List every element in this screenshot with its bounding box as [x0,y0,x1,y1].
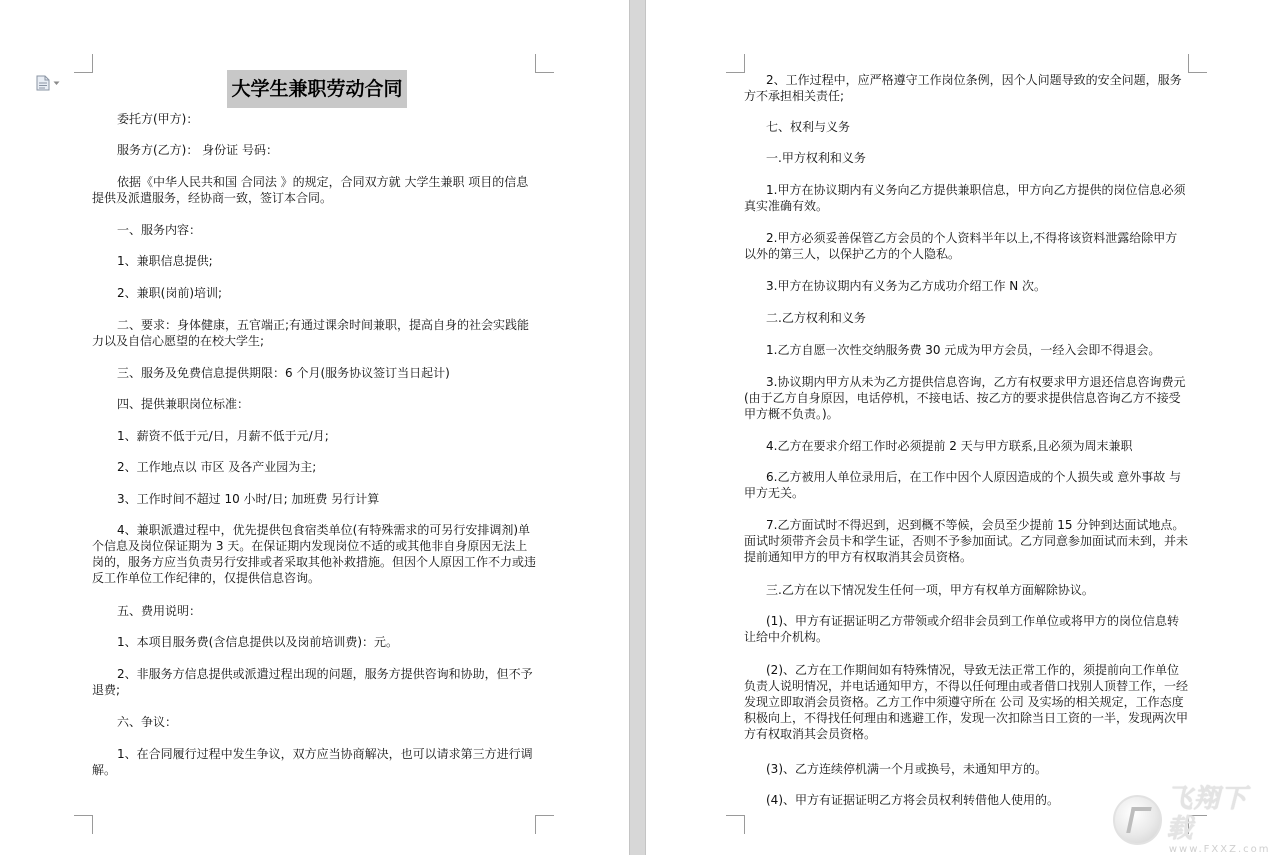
paragraph[interactable]: 4、兼职派遣过程中，优先提供包食宿类单位(有特殊需求的可另行安排调剂)单个信息及岗位保证期为 3 天。在保证期内发现岗位不适的或其他非自身原因无法上岗的，服务方应当负责另行安排或者采取其他补救措施。但因个人原因工作不力或违反工作单位工作纪律的，仅提供信息咨询。 [92,523,537,585]
paragraph[interactable]: 1.乙方自愿一次性交纳服务费 30 元成为甲方会员，一经入会即不得退会。 [766,343,1161,357]
crop-mark-top-right [535,54,554,73]
crop-mark-top-right [1188,54,1207,73]
paragraph[interactable]: 1.甲方在协议期内有义务向乙方提供兼职信息，甲方向乙方提供的岗位信息必须真实准确有效。 [744,183,1186,213]
paragraph[interactable]: (2)、乙方在工作期间如有特殊情况，导致无法正常工作的，须提前向工作单位负责人说明情况，并电话通知甲方，不得以任何理由或者借口找别人顶替工作，一经发现立即取消会员资格。乙方工作中须遵守所在 公司 及实场的相关规定，工作态度积极向上，不得找任何理由和逃避工作，发现一次扣除当日工资的一半，发现两次甲方有权取消其会员资格。 [744,663,1189,741]
document-menu-button[interactable] [36,75,60,91]
paragraph[interactable]: 三.乙方在以下情况发生任何一项，甲方有权单方面解除协议。 [766,583,1094,597]
paragraph[interactable]: 五、费用说明： [117,604,202,618]
page-gutter [629,0,646,855]
paragraph[interactable]: 1、薪资不低于元/日，月薪不低于元/月; [117,429,329,443]
paragraph[interactable]: 3.甲方在协议期内有义务为乙方成功介绍工作 N 次。 [766,279,1047,293]
paragraph[interactable]: 三、服务及免费信息提供期限：6 个月(服务协议签订当日起计) [117,366,450,380]
document-title[interactable]: 大学生兼职劳动合同 [227,70,407,108]
paragraph[interactable]: 2、工作过程中，应严格遵守工作岗位条例，因个人问题导致的安全问题，服务方不承担相关责任; [744,73,1182,103]
paragraph[interactable]: 依据《中华人民共和国 合同法 》的规定，合同双方就 大学生兼职 项目的信息提供及派遣服务，经协商一致，签订本合同。 [92,175,529,205]
paragraph[interactable]: 6.乙方被用人单位录用后，在工作中因个人原因造成的个人损失或 意外事故 与甲方无关。 [744,470,1182,500]
paragraph[interactable]: 3.协议期内甲方从未为乙方提供信息咨询，乙方有权要求甲方退还信息咨询费元(由于乙方自身原因，电话停机，不接电话、按乙方的要求提供信息咨询乙方不接受甲方概不负责。)。 [744,375,1186,421]
watermark-url: www.FXXZ.com [1168,844,1271,855]
paragraph[interactable]: (4)、甲方有证据证明乙方将会员权利转借他人使用的。 [766,793,1060,807]
paragraph[interactable]: 1、在合同履行过程中发生争议，双方应当协商解决，也可以请求第三方进行调解。 [92,747,533,777]
paragraph[interactable]: 1、兼职信息提供; [117,254,213,268]
site-watermark [1113,784,1273,855]
paragraph[interactable]: 2.甲方必须妥善保管乙方会员的个人资料半年以上,不得将该资料泄露给除甲方以外的第三人，以保护乙方的个人隐私。 [744,231,1178,261]
paragraph[interactable]: 4.乙方在要求介绍工作时必须提前 2 天与甲方联系,且必须为周末兼职 [766,439,1133,453]
paragraph[interactable]: 一、服务内容： [117,223,202,237]
crop-mark-bottom-right [535,815,554,834]
paragraph[interactable]: 7.乙方面试时不得迟到，迟到概不等候，会员至少提前 15 分钟到达面试地点。面试时须带齐会员卡和学生证，否则不予参加面试。乙方同意参加面试而未到，并未提前通知甲方的甲方有权取消其会员资格。 [744,518,1189,564]
paragraph[interactable]: 六、争议： [117,715,178,729]
paragraph[interactable]: 1、本项目服务费(含信息提供以及岗前培训费)：元。 [117,635,399,649]
document-page-left [0,0,629,855]
paragraph[interactable]: 一.甲方权利和义务 [766,151,866,165]
crop-mark-bottom-left [726,815,745,834]
paragraph[interactable]: 四、提供兼职岗位标准： [117,397,250,411]
document-page-right [646,0,1278,855]
paragraph[interactable]: (3)、乙方连续停机满一个月或换号，未通知甲方的。 [766,762,1048,776]
paragraph[interactable]: 二、要求：身体健康，五官端正;有通过课余时间兼职，提高自身的社会实践能力以及自信心愿望的在校大学生; [92,318,530,348]
document-icon [36,75,50,91]
paragraph[interactable]: 委托方(甲方)： [117,112,199,126]
watermark-brand-text: 飞翔下载 [1166,784,1248,844]
paragraph[interactable]: 2、工作地点以 市区 及各产业园为主; [117,460,317,474]
paragraph[interactable]: 七、权利与义务 [766,120,851,134]
paragraph[interactable]: (1)、甲方有证据证明乙方带领或介绍非会员到工作单位或将甲方的岗位信息转让给中介机构。 [744,614,1180,644]
paragraph[interactable]: 二.乙方权利和义务 [766,311,866,325]
paragraph[interactable]: 2、非服务方信息提供或派遣过程出现的问题，服务方提供咨询和协助，但不予退费; [92,667,533,697]
watermark-logo [1113,795,1162,845]
paragraph[interactable]: 2、兼职(岗前)培训; [117,286,223,300]
crop-mark-top-left [726,54,745,73]
crop-mark-bottom-left [74,815,93,834]
chevron-down-icon [53,81,60,86]
paragraph[interactable]: 服务方(乙方)： 身份证 号码： [117,143,278,157]
paragraph[interactable]: 3、工作时间不超过 10 小时/日; 加班费 另行计算 [117,492,380,506]
crop-mark-top-left [74,54,93,73]
